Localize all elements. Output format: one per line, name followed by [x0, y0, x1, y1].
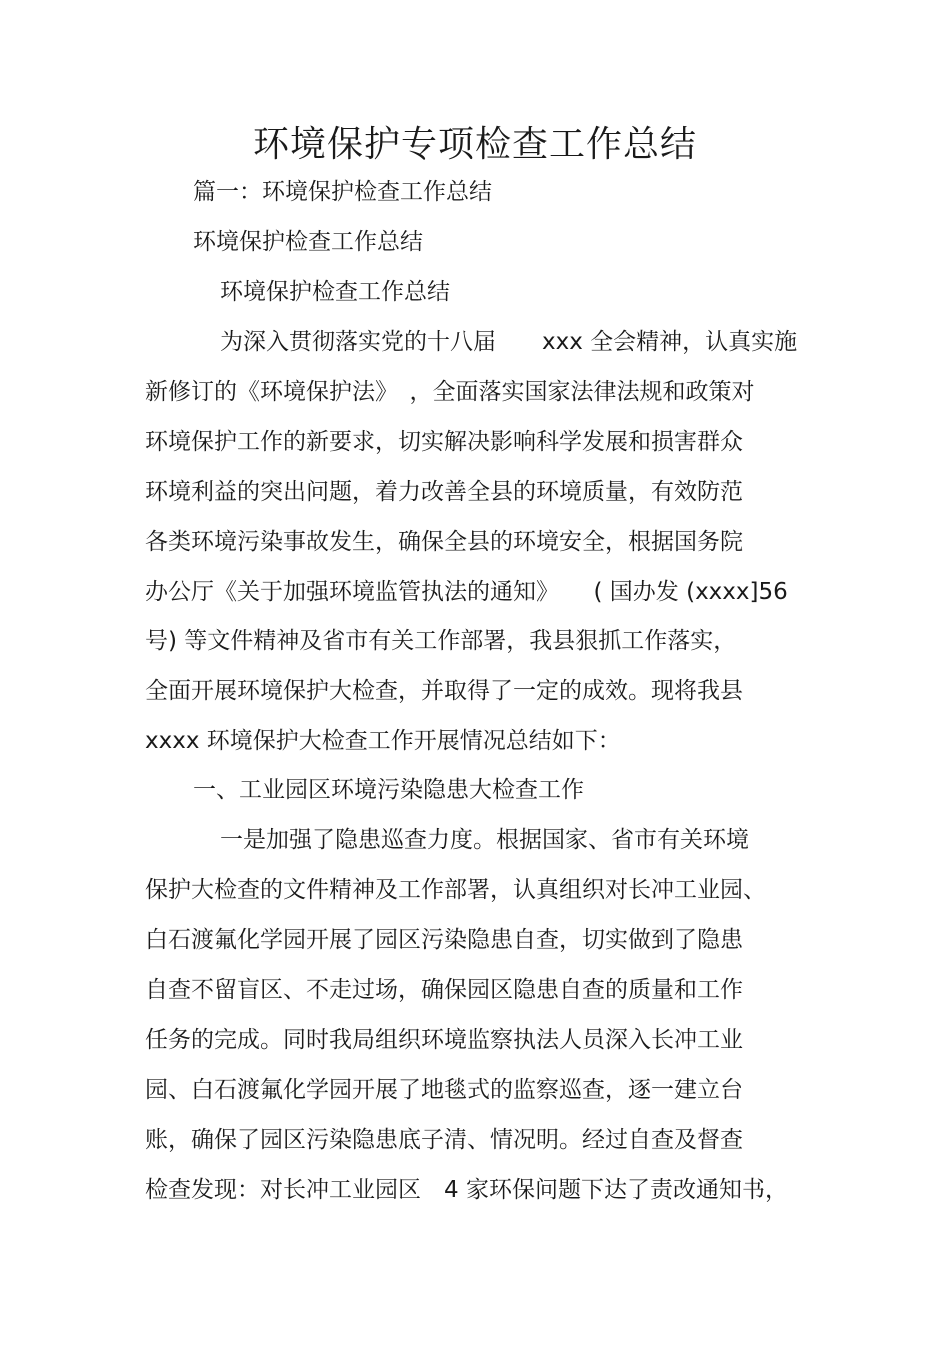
- text-line: 环境利益的突出问题，着力改善全县的环境质量，有效防范: [145, 479, 743, 505]
- text-line: 自查不留盲区、不走过场，确保园区隐患自查的质量和工作: [145, 977, 743, 1003]
- text-line: xxxx 环境保护大检查工作开展情况总结如下：: [145, 728, 621, 754]
- text-line: 新修订的《环境保护法》 ，全面落实国家法律法规和政策对: [145, 379, 755, 405]
- subtitle: 环境保护检查工作总结: [193, 229, 423, 255]
- text-line: 保护大检查的文件精神及工作部署，认真组织对长冲工业园、: [145, 877, 766, 903]
- text-line: 账，确保了园区污染隐患底子清、情况明。经过自查及督查: [145, 1127, 743, 1153]
- text-line: 园、白石渡氟化学园开展了地毯式的监察巡查，逐一建立台: [145, 1077, 743, 1103]
- section-heading: 一、工业园区环境污染隐患大检查工作: [193, 777, 584, 803]
- text-line: 检查发现：对长冲工业园区 4 家环保问题下达了责改通知书，: [145, 1177, 788, 1203]
- document-title: 环境保护专项检查工作总结: [252, 124, 697, 165]
- text-line: 环境保护工作的新要求，切实解决影响科学发展和损害群众: [145, 429, 743, 455]
- text-line: 全面开展环境保护大检查，并取得了一定的成效。现将我县: [145, 678, 743, 704]
- text-line: 任务的完成。同时我局组织环境监察执法人员深入长冲工业: [145, 1027, 743, 1053]
- text-line: 白石渡氟化学园开展了园区污染隐患自查，切实做到了隐患: [145, 927, 743, 953]
- text-line: 为深入贯彻落实党的十八届 xxx 全会精神，认真实施: [220, 329, 798, 355]
- text-line: 办公厅《关于加强环境监管执法的通知》 ( 国办发 (xxxx]56: [145, 579, 788, 605]
- subtitle: 环境保护检查工作总结: [220, 279, 450, 305]
- text-line: 号) 等文件精神及省市有关工作部署，我县狠抓工作落实，: [145, 628, 737, 654]
- text-line: 各类环境污染事故发生，确保全县的环境安全，根据国务院: [145, 529, 743, 555]
- chapter-heading: 篇一：环境保护检查工作总结: [193, 179, 492, 205]
- text-line: 一是加强了隐患巡查力度。根据国家、省市有关环境: [220, 827, 749, 853]
